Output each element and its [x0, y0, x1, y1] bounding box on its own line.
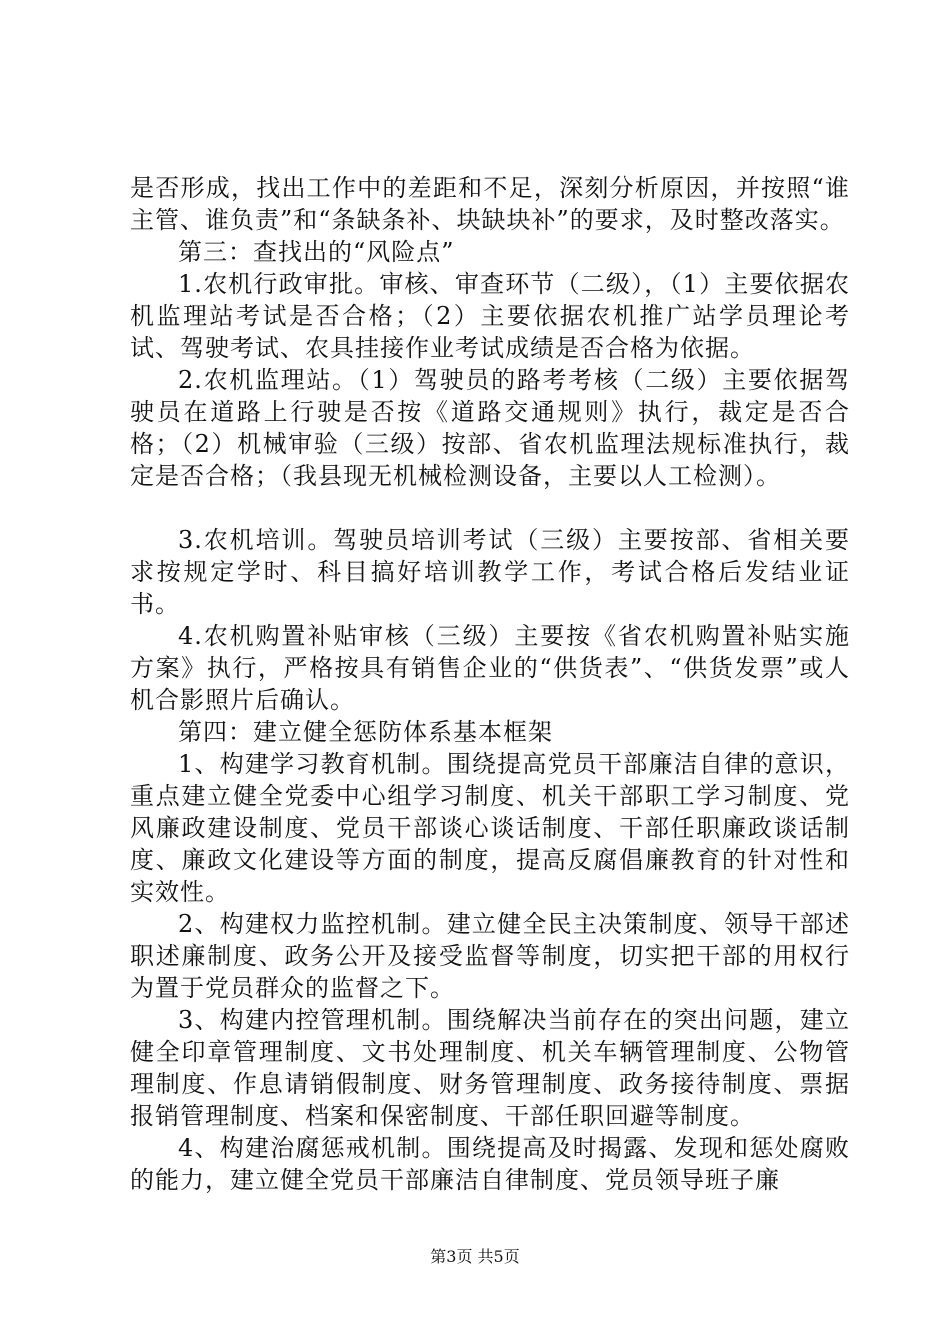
paragraph-item-3: 3.农机培训。驾驶员培训考试（三级）主要按部、省相关要求按规定学时、科目搞好培训教学工作，考试合格后发结业证书。	[130, 526, 850, 618]
paragraph-continuation: 是否形成，找出工作中的差距和不足，深刻分析原因，并按照“谁主管、谁负责”和“条缺条补、块缺块补”的要求，及时整改落实。	[130, 174, 850, 234]
section-heading-risk-points: 第三：查找出的“风险点”	[178, 238, 455, 266]
paragraph-mechanism-4: 4、构建治腐惩戒机制。围绕提高及时揭露、发现和惩处腐败的能力，建立健全党员干部廉洁自律制度、党员领导班子廉	[130, 1134, 850, 1194]
paragraph-item-1: 1.农机行政审批。审核、审查环节（二级），（1）主要依据农机监理站考试是否合格；（2）主要依据农机推广站学员理论考试、驾驶考试、农具挂接作业考试成绩是否合格为依据。	[130, 270, 850, 362]
paragraph-mechanism-2: 2、构建权力监控机制。建立健全民主决策制度、领导干部述职述廉制度、政务公开及接受监督等制度，切实把干部的用权行为置于党员群众的监督之下。	[130, 910, 850, 1002]
page-number-footer: 第3页 共5页	[430, 1247, 520, 1266]
section-heading-framework: 第四：建立健全惩防体系基本框架	[178, 718, 553, 746]
paragraph-item-2: 2.农机监理站。（1）驾驶员的路考考核（二级）主要依据驾驶员在道路上行驶是否按《道路交通规则》执行，裁定是否合格；（2）机械审验（三级）按部、省农机监理法规标准执行，裁定是否合格；（我县现无机械检测设备，主要以人工检测）。	[130, 366, 850, 490]
paragraph-mechanism-3: 3、构建内控管理机制。围绕解决当前存在的突出问题，建立健全印章管理制度、文书处理制度、机关车辆管理制度、公物管理制度、作息请销假制度、财务管理制度、政务接待制度、票据报销管理制度、档案和保密制度、干部任职回避等制度。	[130, 1006, 850, 1130]
document-body	[130, 172, 850, 1196]
paragraph-mechanism-1: 1、构建学习教育机制。围绕提高党员干部廉洁自律的意识，重点建立健全党委中心组学习制度、机关干部职工学习制度、党风廉政建设制度、党员干部谈心谈话制度、干部任职廉政谈话制度、廉政文化建设等方面的制度，提高反腐倡廉教育的针对性和实效性。	[130, 750, 850, 906]
paragraph-item-4: 4.农机购置补贴审核（三级）主要按《省农机购置补贴实施方案》执行，严格按具有销售企业的“供货表”、“供货发票”或人机合影照片后确认。	[130, 622, 850, 714]
